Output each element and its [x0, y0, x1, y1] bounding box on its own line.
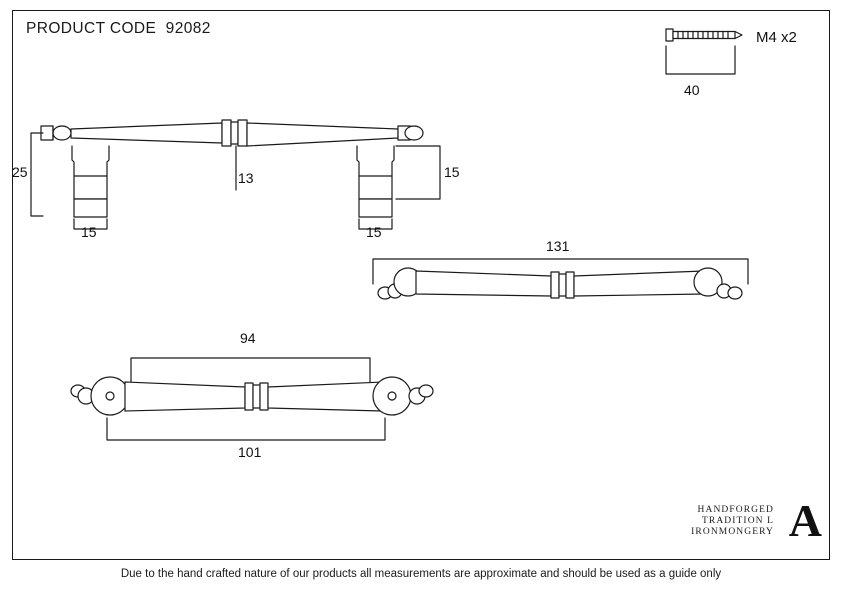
dim-overall: 101: [238, 444, 262, 460]
brand-line-2: TRADITION L: [702, 516, 774, 526]
dim-post-height: 25: [12, 164, 28, 180]
product-code-value: 92082: [165, 20, 211, 37]
top-view-handle: [31, 120, 440, 229]
brand-line-1: HANDFORGED: [697, 505, 774, 515]
footer-note: Due to the hand crafted nature of our products all measurements are approximate and should be used as a guide only: [120, 568, 722, 580]
dim-left-base-width: 15: [81, 224, 97, 240]
dim-centres: 94: [240, 330, 256, 346]
brand-line-3: IRONMONGERY: [691, 527, 774, 537]
anvil-logo-icon: A: [788, 495, 822, 546]
dim-screw-length: 40: [684, 82, 700, 98]
brand-text: [691, 505, 774, 538]
dim-right-height: 15: [444, 164, 460, 180]
dim-overall-length: 131: [546, 238, 570, 254]
product-code-label: PRODUCT CODE: [26, 20, 157, 37]
dim-right-base-width: 15: [366, 224, 382, 240]
dim-center-post-width: 13: [238, 170, 254, 186]
front-view-handle: [373, 259, 748, 299]
plan-view-handle: [71, 358, 433, 440]
screw-icon: [666, 29, 742, 74]
screw-label: M4 x2: [756, 29, 797, 46]
